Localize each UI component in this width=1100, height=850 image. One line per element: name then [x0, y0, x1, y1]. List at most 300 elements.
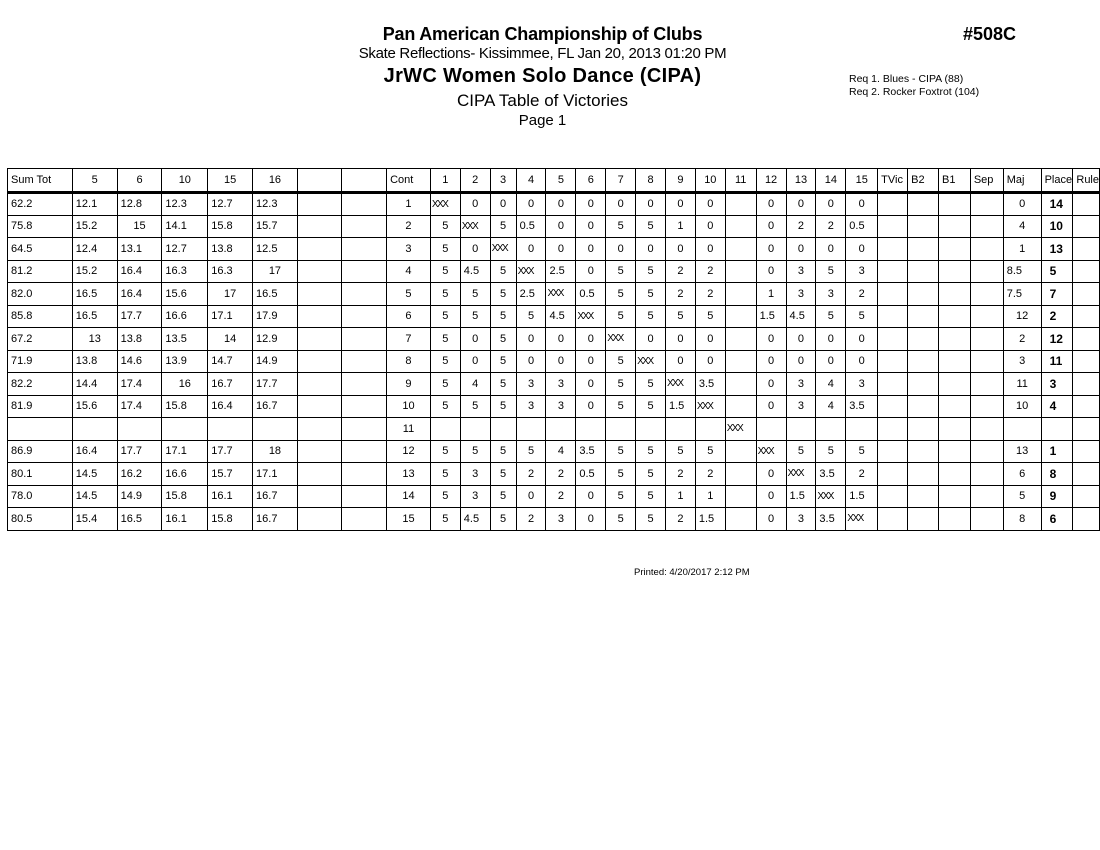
b1-cell — [938, 440, 970, 463]
rule-cell — [1073, 283, 1100, 306]
victory-cell — [786, 418, 816, 441]
column-header-1: 1 — [430, 169, 460, 193]
victory-cell: 5 — [430, 440, 460, 463]
victory-cell: 5 — [490, 485, 516, 508]
victory-cell: XXX — [546, 283, 576, 306]
victory-cell: 0 — [756, 238, 786, 261]
sep-cell — [970, 350, 1003, 373]
victory-cell: XXX — [516, 260, 546, 283]
victory-cell: 0 — [576, 350, 606, 373]
judge-score-cell: 17.7 — [117, 305, 162, 328]
b1-cell — [938, 508, 970, 531]
b1-cell — [938, 260, 970, 283]
victory-cell: 3 — [816, 283, 846, 306]
victory-cell: 5 — [636, 395, 666, 418]
judge-score-cell: 16.6 — [162, 305, 208, 328]
column-header-9: 9 — [665, 169, 695, 193]
contestant-number-cell: 8 — [387, 350, 431, 373]
victory-cell: XXX — [665, 373, 695, 396]
victory-cell: 2.5 — [516, 283, 546, 306]
judge-score-cell: 15 — [117, 215, 162, 238]
victory-cell — [695, 418, 725, 441]
victory-cell — [725, 215, 756, 238]
victory-cell — [665, 418, 695, 441]
victory-cell: XXX — [430, 193, 460, 216]
victory-cell: 2 — [516, 508, 546, 531]
victory-cell: 0 — [576, 508, 606, 531]
victory-cell: 0 — [756, 485, 786, 508]
judge-score-cell — [297, 508, 342, 531]
column-header-tvic: TVic — [878, 169, 908, 193]
place-cell: 8 — [1041, 463, 1073, 486]
victory-cell — [725, 305, 756, 328]
requirement-1: Req 1. Blues - CIPA (88) — [849, 73, 964, 85]
event-title: JrWC Women Solo Dance (CIPA) — [383, 65, 702, 87]
judge-score-cell: 12.5 — [253, 238, 298, 261]
victory-cell: 0 — [756, 350, 786, 373]
victory-cell: 3.5 — [846, 395, 878, 418]
victory-cell: XXX — [576, 305, 606, 328]
place-cell: 5 — [1041, 260, 1073, 283]
victory-cell: 0 — [756, 215, 786, 238]
judge-score-cell: 12.4 — [72, 238, 117, 261]
judge-score-cell: 14.9 — [117, 485, 162, 508]
judge-score-cell: 13.8 — [72, 350, 117, 373]
victory-cell: 2 — [546, 463, 576, 486]
rule-cell — [1073, 350, 1100, 373]
judge-score-cell — [342, 485, 387, 508]
column-header-3: 3 — [490, 169, 516, 193]
b1-cell — [938, 328, 970, 351]
victory-cell: 0.5 — [576, 463, 606, 486]
judge-score-cell — [208, 418, 253, 441]
victory-cell: 3 — [786, 373, 816, 396]
judge-score-cell — [297, 328, 342, 351]
judge-score-cell: 17.4 — [117, 395, 162, 418]
judge-score-cell — [342, 238, 387, 261]
column-header-left-2: 6 — [117, 169, 162, 193]
contestant-number-cell: 15 — [387, 508, 431, 531]
victory-cell: 1.5 — [695, 508, 725, 531]
judge-score-cell — [342, 418, 387, 441]
judge-score-cell — [342, 283, 387, 306]
judge-score-cell — [297, 215, 342, 238]
victory-cell: 5 — [490, 350, 516, 373]
b1-cell — [938, 395, 970, 418]
victory-cell: XXX — [460, 215, 490, 238]
victory-cell: 0 — [516, 193, 546, 216]
column-header-place: Place — [1041, 169, 1073, 193]
majority-cell: 11 — [1003, 373, 1041, 396]
column-header-7: 7 — [606, 169, 636, 193]
victory-cell: 5 — [636, 260, 666, 283]
victory-cell: 0 — [460, 193, 490, 216]
victory-cell — [725, 238, 756, 261]
place-cell: 4 — [1041, 395, 1073, 418]
b2-cell — [908, 193, 939, 216]
b2-cell — [908, 328, 939, 351]
page-number: Page 1 — [518, 112, 567, 129]
judge-score-cell — [72, 418, 117, 441]
judge-score-cell — [297, 283, 342, 306]
sep-cell — [970, 440, 1003, 463]
contestant-number-cell: 11 — [387, 418, 431, 441]
victory-cell: XXX — [786, 463, 816, 486]
judge-score-cell: 18 — [253, 440, 298, 463]
rule-cell — [1073, 193, 1100, 216]
place-cell: 13 — [1041, 238, 1073, 261]
victory-cell: 0 — [695, 215, 725, 238]
victory-cell: 0 — [756, 463, 786, 486]
victory-cell: 0 — [816, 238, 846, 261]
place-cell: 9 — [1041, 485, 1073, 508]
victory-cell: 0 — [460, 350, 490, 373]
sep-cell — [970, 485, 1003, 508]
sum-total-cell: 67.2 — [8, 328, 73, 351]
b1-cell — [938, 193, 970, 216]
victory-cell — [576, 418, 606, 441]
victory-cell: 1 — [756, 283, 786, 306]
sep-cell — [970, 215, 1003, 238]
table-row — [8, 508, 1100, 531]
victory-cell: 0 — [546, 350, 576, 373]
victory-cell: 1 — [665, 215, 695, 238]
victory-cell: 0 — [576, 395, 606, 418]
judge-score-cell — [342, 215, 387, 238]
victory-cell: 0 — [756, 508, 786, 531]
place-cell: 12 — [1041, 328, 1073, 351]
judge-score-cell — [342, 328, 387, 351]
victory-cell: 1 — [665, 485, 695, 508]
sum-total-cell: 86.9 — [8, 440, 73, 463]
victory-cell — [725, 193, 756, 216]
place-cell: 11 — [1041, 350, 1073, 373]
victory-cell: 5 — [460, 395, 490, 418]
judge-score-cell: 15.8 — [162, 485, 208, 508]
judge-score-cell: 16.1 — [162, 508, 208, 531]
place-cell: 10 — [1041, 215, 1073, 238]
tvic-cell — [878, 395, 908, 418]
judge-score-cell: 15.4 — [72, 508, 117, 531]
venue-date: Skate Reflections- Kissimmee, FL Jan 20, 2013 01:20 PM — [358, 45, 727, 62]
victory-cell: XXX — [816, 485, 846, 508]
judge-score-cell: 14.5 — [72, 485, 117, 508]
tvic-cell — [878, 328, 908, 351]
victory-cell: 5 — [665, 440, 695, 463]
victory-cell: XXX — [846, 508, 878, 531]
rule-cell — [1073, 215, 1100, 238]
sum-total-cell: 81.2 — [8, 260, 73, 283]
victory-cell — [725, 350, 756, 373]
judge-score-cell: 14.9 — [253, 350, 298, 373]
victory-cell: 0 — [546, 215, 576, 238]
victory-cell: 5 — [490, 508, 516, 531]
judge-score-cell: 13 — [72, 328, 117, 351]
majority-cell: 7.5 — [1003, 283, 1041, 306]
table-row — [8, 283, 1100, 306]
victory-cell: 5 — [636, 508, 666, 531]
column-header-5: 5 — [546, 169, 576, 193]
column-header-13: 13 — [786, 169, 816, 193]
victory-cell: 2 — [695, 260, 725, 283]
column-header-10: 10 — [695, 169, 725, 193]
victory-cell — [516, 418, 546, 441]
victory-cell: 5 — [430, 350, 460, 373]
judge-score-cell: 13.5 — [162, 328, 208, 351]
victory-cell: 2 — [846, 283, 878, 306]
victory-cell: 5 — [665, 305, 695, 328]
victory-cell — [725, 463, 756, 486]
sum-total-cell: 75.8 — [8, 215, 73, 238]
victory-cell — [606, 418, 636, 441]
place-cell: 2 — [1041, 305, 1073, 328]
victory-cell: 4 — [816, 373, 846, 396]
victory-cell: 5 — [490, 440, 516, 463]
judge-score-cell: 16.4 — [208, 395, 253, 418]
majority-cell: 3 — [1003, 350, 1041, 373]
column-header-b2: B2 — [908, 169, 939, 193]
column-header-left-5: 16 — [253, 169, 298, 193]
victory-cell: 5 — [816, 260, 846, 283]
judge-score-cell — [342, 260, 387, 283]
majority-cell: 2 — [1003, 328, 1041, 351]
rule-cell — [1073, 395, 1100, 418]
rule-cell — [1073, 373, 1100, 396]
victory-cell: 4 — [546, 440, 576, 463]
judge-score-cell: 13.8 — [208, 238, 253, 261]
b1-cell — [938, 373, 970, 396]
victory-cell: 5 — [430, 305, 460, 328]
victory-cell: 5 — [606, 440, 636, 463]
b1-cell — [938, 215, 970, 238]
victory-cell: 0 — [756, 373, 786, 396]
sep-cell — [970, 373, 1003, 396]
judge-score-cell: 12.9 — [253, 328, 298, 351]
b2-cell — [908, 283, 939, 306]
victory-cell: 3 — [846, 373, 878, 396]
victory-cell: XXX — [490, 238, 516, 261]
judge-score-cell — [297, 485, 342, 508]
victory-cell — [725, 485, 756, 508]
judge-score-cell: 17.7 — [117, 440, 162, 463]
victory-cell: 0.5 — [576, 283, 606, 306]
victory-cell: 5 — [606, 283, 636, 306]
majority-cell: 13 — [1003, 440, 1041, 463]
victory-cell: 5 — [636, 215, 666, 238]
victory-cell: 0 — [665, 328, 695, 351]
judge-score-cell — [117, 418, 162, 441]
b2-cell — [908, 440, 939, 463]
judge-score-cell: 16.5 — [253, 283, 298, 306]
championship-title: Pan American Championship of Clubs — [382, 24, 703, 44]
victory-cell: 5 — [490, 215, 516, 238]
contestant-number-cell: 10 — [387, 395, 431, 418]
judge-score-cell: 16.5 — [117, 508, 162, 531]
judge-score-cell: 17.7 — [208, 440, 253, 463]
judge-score-cell: 15.6 — [72, 395, 117, 418]
judge-score-cell: 14.5 — [72, 463, 117, 486]
victory-cell: 0 — [576, 193, 606, 216]
victory-cell: XXX — [695, 395, 725, 418]
victory-cell: 0 — [576, 238, 606, 261]
column-header-14: 14 — [816, 169, 846, 193]
victory-cell: 5 — [430, 395, 460, 418]
table-row — [8, 238, 1100, 261]
victory-cell: 0 — [786, 238, 816, 261]
victory-cell: 5 — [460, 440, 490, 463]
judge-score-cell: 16 — [162, 373, 208, 396]
judge-score-cell: 16.2 — [117, 463, 162, 486]
victory-cell: 3 — [516, 373, 546, 396]
victory-cell: 4.5 — [460, 260, 490, 283]
contestant-number-cell: 6 — [387, 305, 431, 328]
victory-cell: 0 — [576, 485, 606, 508]
tvic-cell — [878, 283, 908, 306]
column-header-12: 12 — [756, 169, 786, 193]
victory-cell: 3 — [460, 463, 490, 486]
victory-cell: 4.5 — [546, 305, 576, 328]
victory-cell: 3 — [846, 260, 878, 283]
place-cell — [1041, 418, 1073, 441]
judge-score-cell — [297, 463, 342, 486]
victory-cell: 2 — [516, 463, 546, 486]
victory-cell — [490, 418, 516, 441]
majority-cell: 10 — [1003, 395, 1041, 418]
judge-score-cell: 17.7 — [253, 373, 298, 396]
victory-cell: 0 — [695, 328, 725, 351]
judge-score-cell: 17.1 — [253, 463, 298, 486]
victory-cell: 0.5 — [516, 215, 546, 238]
victory-cell: 4.5 — [460, 508, 490, 531]
victory-cell: 0 — [846, 328, 878, 351]
judge-score-cell: 12.3 — [253, 193, 298, 216]
sep-cell — [970, 328, 1003, 351]
judge-score-cell: 12.1 — [72, 193, 117, 216]
judge-score-cell: 16.7 — [253, 485, 298, 508]
judge-score-cell — [342, 463, 387, 486]
victory-cell: 5 — [430, 215, 460, 238]
victory-cell: 0 — [516, 350, 546, 373]
sep-cell — [970, 463, 1003, 486]
victory-cell: 0 — [490, 193, 516, 216]
judge-score-cell — [297, 260, 342, 283]
victory-cell: 2 — [546, 485, 576, 508]
b1-cell — [938, 305, 970, 328]
judge-score-cell: 16.3 — [208, 260, 253, 283]
b2-cell — [908, 508, 939, 531]
table-header-row — [8, 169, 1100, 193]
victory-cell — [636, 418, 666, 441]
victory-cell: 5 — [695, 305, 725, 328]
majority-cell: 12 — [1003, 305, 1041, 328]
victory-cell: 4 — [816, 395, 846, 418]
printed-timestamp: Printed: 4/20/2017 2:12 PM — [634, 567, 750, 578]
victory-cell: 3 — [546, 373, 576, 396]
column-header-sep: Sep — [970, 169, 1003, 193]
victory-cell: 5 — [490, 373, 516, 396]
table-row — [8, 215, 1100, 238]
judge-score-cell — [253, 418, 298, 441]
tvic-cell — [878, 215, 908, 238]
judge-score-cell: 13.9 — [162, 350, 208, 373]
victory-cell: 0 — [606, 238, 636, 261]
victory-cell: 5 — [430, 373, 460, 396]
victory-cell: 0 — [756, 395, 786, 418]
victory-cell: 5 — [430, 260, 460, 283]
victory-cell: 0 — [695, 193, 725, 216]
victory-cell: 0 — [786, 328, 816, 351]
judge-score-cell: 16.4 — [117, 283, 162, 306]
victory-cell: 2 — [665, 508, 695, 531]
judge-score-cell — [342, 350, 387, 373]
place-cell: 14 — [1041, 193, 1073, 216]
victory-cell — [460, 418, 490, 441]
column-header-left-3: 10 — [162, 169, 208, 193]
column-header-left-0: Sum Tot — [8, 169, 73, 193]
judge-score-cell: 13.8 — [117, 328, 162, 351]
victory-cell: 5 — [846, 305, 878, 328]
judge-score-cell: 15.2 — [72, 215, 117, 238]
victory-cell: 3 — [460, 485, 490, 508]
judge-score-cell — [297, 350, 342, 373]
tvic-cell — [878, 305, 908, 328]
judge-score-cell — [342, 305, 387, 328]
judge-score-cell: 13.1 — [117, 238, 162, 261]
b2-cell — [908, 418, 939, 441]
victory-cell: XXX — [725, 418, 756, 441]
victory-cell: 5 — [636, 485, 666, 508]
judge-score-cell — [342, 440, 387, 463]
column-header-maj: Maj — [1003, 169, 1041, 193]
judge-score-cell: 14.7 — [208, 350, 253, 373]
majority-cell: 8 — [1003, 508, 1041, 531]
rule-cell — [1073, 305, 1100, 328]
victory-cell — [725, 440, 756, 463]
table-row — [8, 328, 1100, 351]
judge-score-cell: 16.7 — [208, 373, 253, 396]
victory-cell: 0 — [695, 238, 725, 261]
contestant-number-cell: 5 — [387, 283, 431, 306]
column-header-left-1: 5 — [72, 169, 117, 193]
victory-cell: 0 — [516, 485, 546, 508]
sep-cell — [970, 260, 1003, 283]
column-header-8: 8 — [636, 169, 666, 193]
judge-score-cell: 16.7 — [253, 508, 298, 531]
victory-cell: 0 — [816, 328, 846, 351]
b2-cell — [908, 395, 939, 418]
victory-cell: 0 — [846, 350, 878, 373]
contestant-number-cell: 9 — [387, 373, 431, 396]
victory-cell: 5 — [636, 373, 666, 396]
victory-cell: 2 — [786, 215, 816, 238]
sum-total-cell — [8, 418, 73, 441]
sum-total-cell: 78.0 — [8, 485, 73, 508]
judge-score-cell — [342, 193, 387, 216]
victory-cell: 4.5 — [786, 305, 816, 328]
sep-cell — [970, 305, 1003, 328]
column-header-11: 11 — [725, 169, 756, 193]
column-header-left-7 — [342, 169, 387, 193]
judge-score-cell: 16.4 — [72, 440, 117, 463]
b1-cell — [938, 238, 970, 261]
victory-cell: 3 — [786, 508, 816, 531]
sep-cell — [970, 418, 1003, 441]
requirement-2: Req 2. Rocker Foxtrot (104) — [849, 86, 980, 98]
victory-cell: 0 — [786, 350, 816, 373]
sum-total-cell: 81.9 — [8, 395, 73, 418]
table-row — [8, 305, 1100, 328]
sum-total-cell: 82.0 — [8, 283, 73, 306]
